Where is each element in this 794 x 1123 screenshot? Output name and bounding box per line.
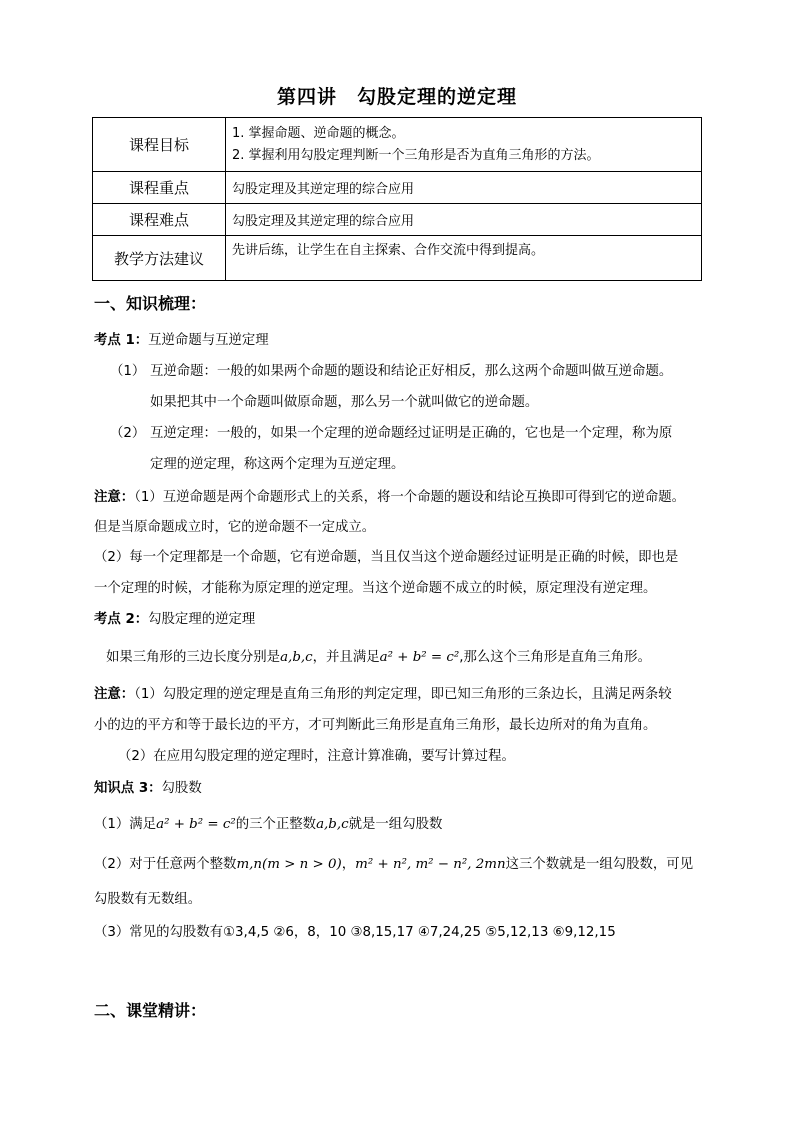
goal-line: 2. 掌握利用勾股定理判断一个三角形是否为直角三角形的方法。 (232, 147, 600, 163)
note-line: （2）每一个定理都是一个命题，它有逆命题，当且仅当这个逆命题经过证明是正确的时候，即也是 (94, 550, 679, 565)
paragraph-line: 定理的逆定理，称这两个定理为互逆定理。 (150, 457, 405, 472)
table-row (93, 236, 702, 281)
row-content (226, 118, 702, 172)
page-title: 第四讲 勾股定理的逆定理 (276, 86, 517, 108)
note-label: 注意： (94, 490, 135, 505)
text: 这三个数就是一组勾股数，可见 (505, 857, 694, 872)
theorem-line (106, 646, 651, 665)
point-heading (94, 608, 255, 627)
section-heading: 二、课堂精讲： (94, 1001, 207, 1020)
text: （2）对于任意两个整数 (94, 857, 237, 872)
math-condition: m,n(m > n > 0) (236, 857, 342, 872)
row-label: 课程难点 (93, 204, 226, 236)
math-expressions: m² + n², m² − n², 2mn (355, 857, 506, 872)
goal-line: 1. 掌握命题、逆命题的概念。 (232, 125, 405, 141)
table-row (93, 118, 702, 172)
point-title: 勾股数 (161, 781, 202, 796)
row-label: 课程重点 (93, 172, 226, 204)
row-content: 先讲后练，让学生在自主探索、合作交流中得到提高。 (226, 236, 702, 281)
text: ，并且满足 (312, 650, 380, 665)
note-line (94, 486, 685, 505)
text: （1）满足 (94, 817, 157, 832)
note-label: 注意： (94, 687, 135, 702)
section-heading: 一、知识梳理： (94, 294, 207, 313)
note-line (94, 683, 672, 702)
math-abc: a,b,c (280, 650, 313, 665)
point-label: 考点 1： (94, 333, 149, 348)
item-number: （1） (110, 364, 146, 379)
paragraph-line: 互逆定理：一般的，如果一个定理的逆命题经过证明是正确的，它也是一个定理，称为原 (150, 426, 673, 441)
item-number: （2） (110, 426, 146, 441)
note-line: 小的边的平方和等于最长边的平方，才可判断此三角形是直角三角形，最长边所对的角为直角。 (94, 718, 657, 733)
text: ,那么这个三角形是直角三角形。 (459, 650, 651, 665)
point-title: 勾股定理的逆定理 (148, 612, 256, 627)
note-text: （1）勾股定理的逆定理是直角三角形的判定定理，即已知三角形的三条边长，且满足两条较 (134, 687, 672, 702)
note-line: 但是当原命题成立时，它的逆命题不一定成立。 (94, 520, 376, 535)
pythagorean-line (94, 813, 442, 832)
note-line: 一个定理的时候，才能称为原定理的逆定理。当这个逆命题不成立的时候，原定理没有逆定理。 (94, 581, 657, 596)
table-row (93, 204, 702, 236)
pythagorean-line: 勾股数有无数组。 (94, 892, 202, 907)
paragraph-line: 互逆命题：一般的如果两个命题的题设和结论正好相反，那么这两个命题叫做互逆命题。 (150, 364, 673, 379)
point-heading (94, 329, 269, 348)
math-equation: a² + b² = c² (379, 650, 460, 665)
table-row (93, 172, 702, 204)
point-title: 互逆命题与互逆定理 (148, 333, 269, 348)
text: 就是一组勾股数 (348, 817, 443, 832)
row-content: 勾股定理及其逆定理的综合应用 (226, 172, 702, 204)
point-heading (94, 777, 202, 796)
math-abc: a,b,c (316, 817, 349, 832)
row-content: 勾股定理及其逆定理的综合应用 (226, 204, 702, 236)
point-label: 知识点 3： (94, 781, 162, 796)
text: ， (341, 857, 356, 872)
math-equation: a² + b² = c² (156, 817, 236, 832)
text: 如果三角形的三边长度分别是 (106, 650, 281, 665)
pythagorean-line: （3）常见的勾股数有①3,4,5 ②6，8，10 ③8,15,17 ④7,24,25 ⑤5,12,13 ⑥9,12,15 (94, 925, 616, 940)
row-label: 课程目标 (93, 118, 226, 172)
note-text: （1）互逆命题是两个命题形式上的关系，将一个命题的题设和结论互换即可得到它的逆命题。 (134, 490, 686, 505)
pythagorean-line (94, 853, 693, 872)
text: 的三个正整数 (235, 817, 317, 832)
point-label: 考点 2： (94, 612, 149, 627)
course-info-table (92, 117, 702, 281)
note-line: （2）在应用勾股定理的逆定理时，注意计算准确，要写计算过程。 (118, 749, 515, 764)
row-label: 教学方法建议 (93, 236, 226, 281)
paragraph-line: 如果把其中一个命题叫做原命题，那么另一个就叫做它的逆命题。 (150, 395, 539, 410)
